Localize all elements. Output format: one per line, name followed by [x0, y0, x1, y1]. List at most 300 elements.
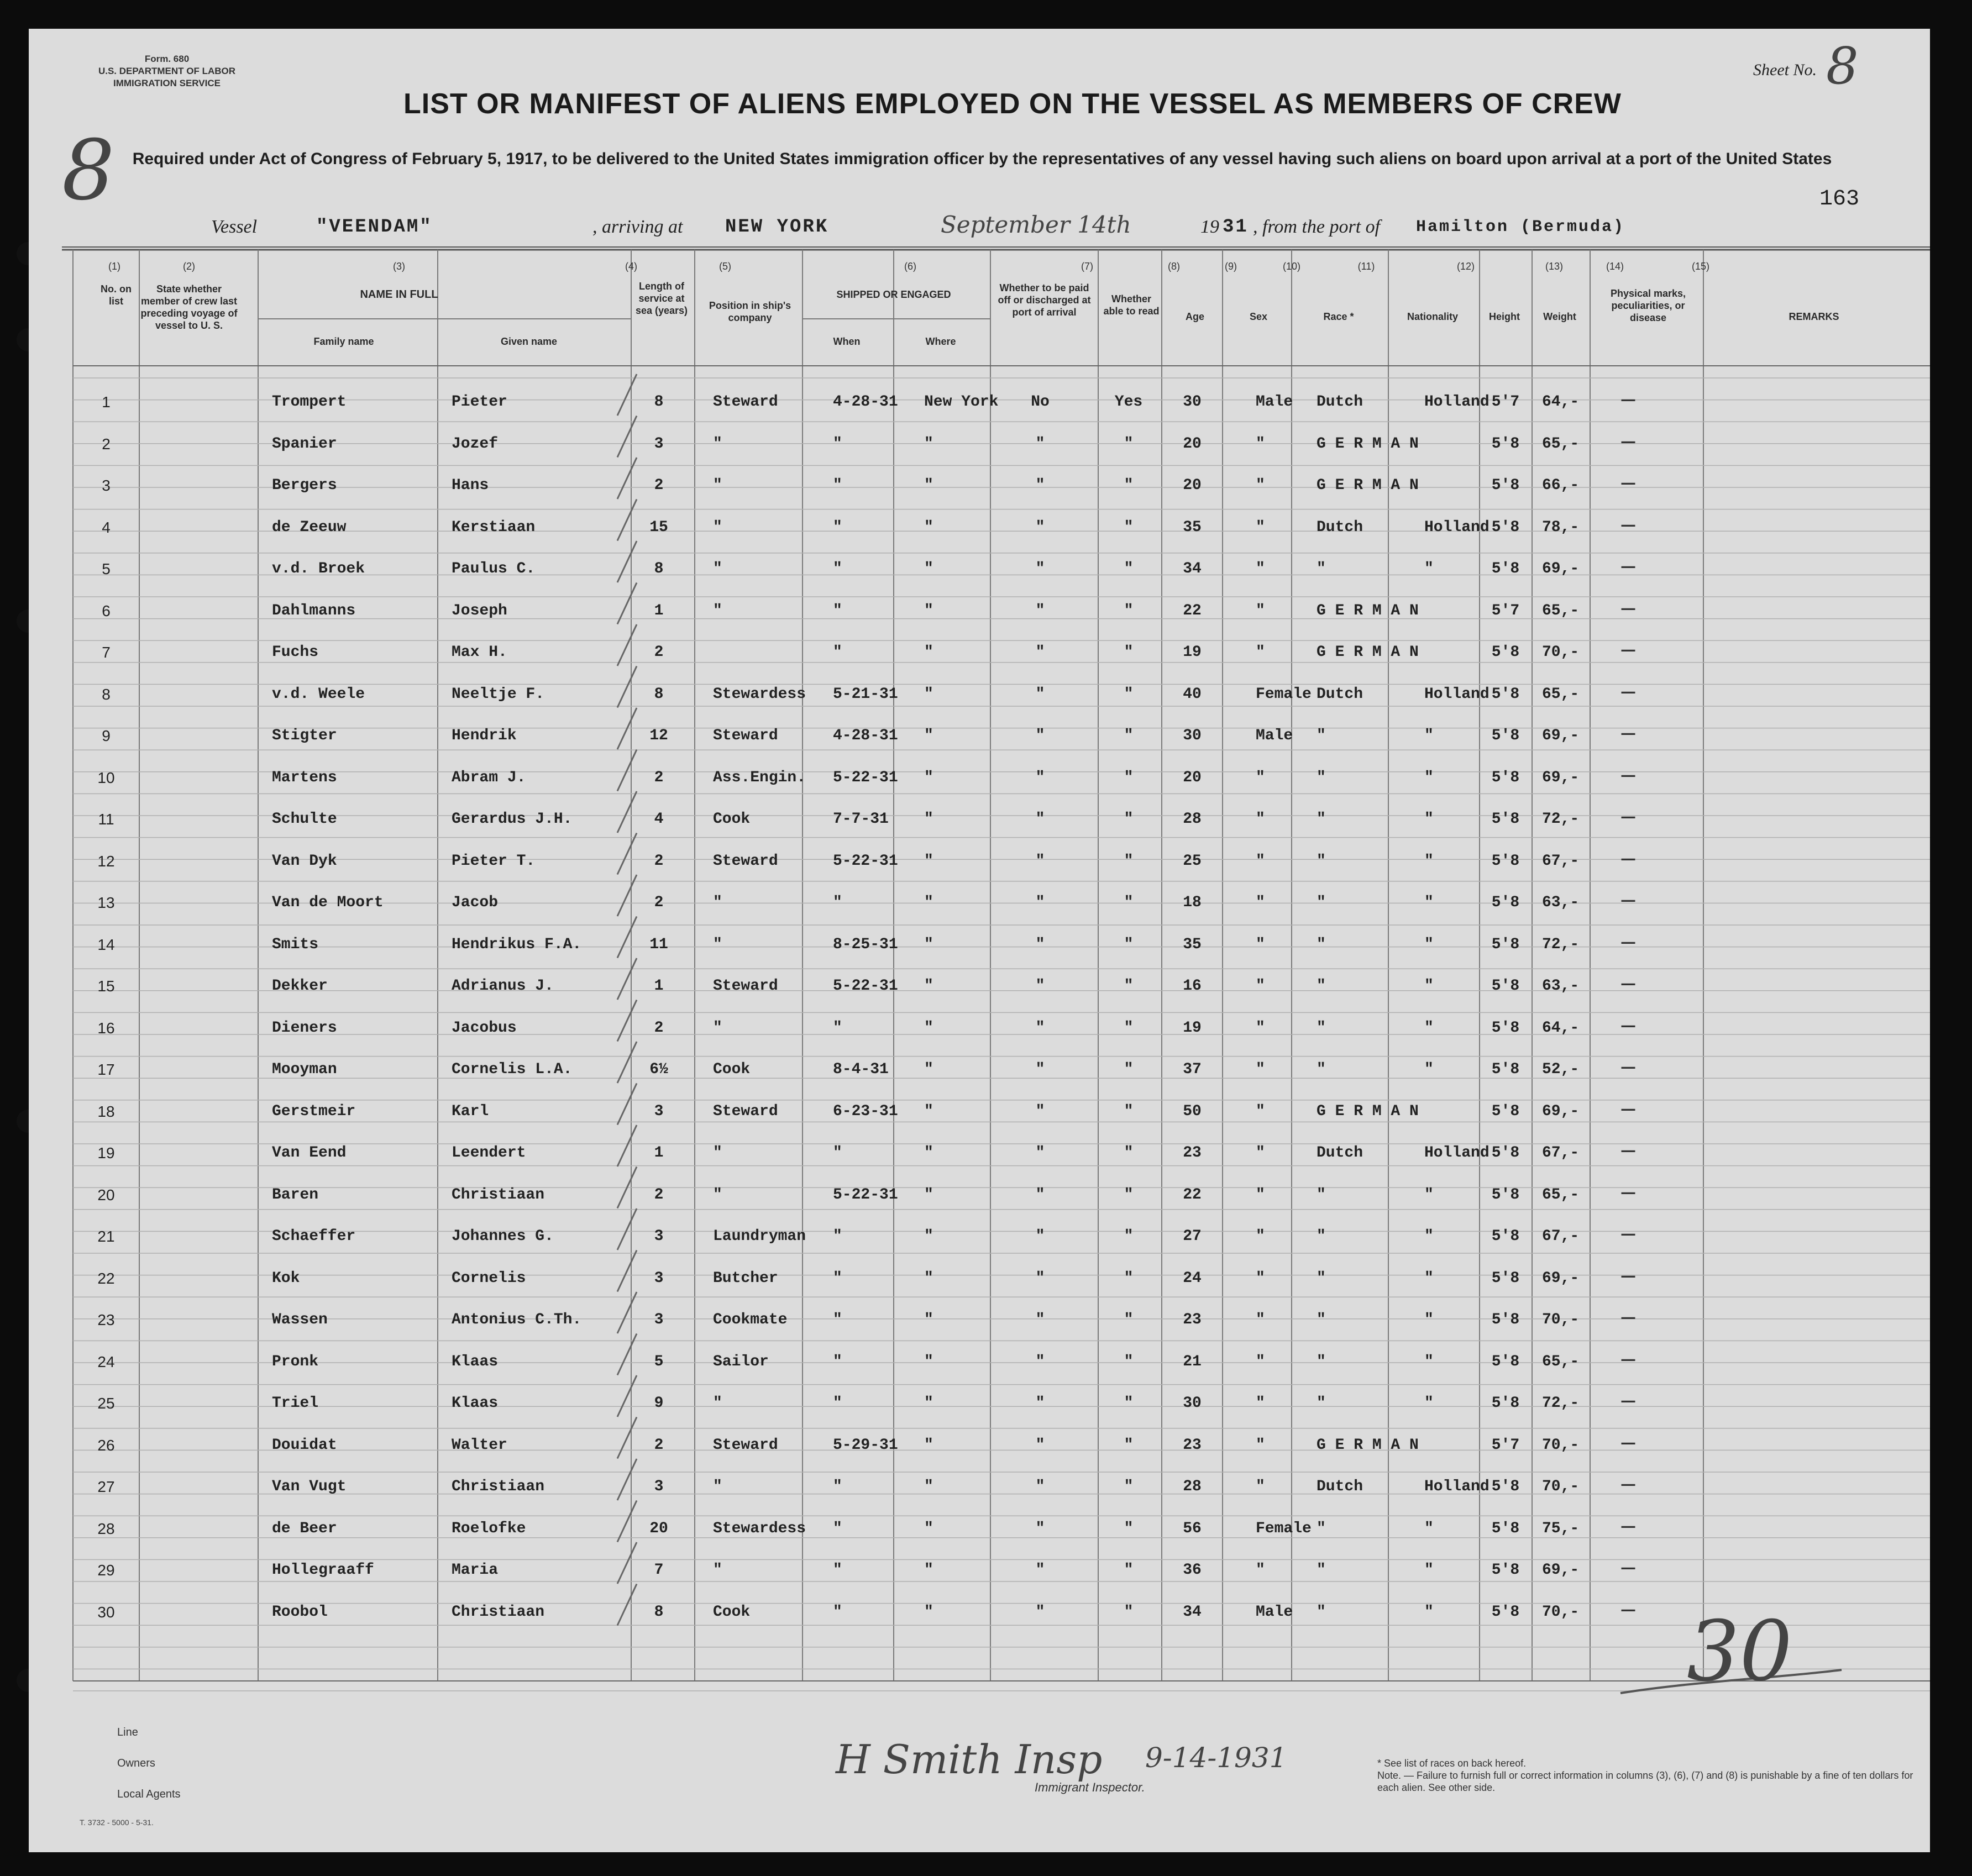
cell-physical-marks: —	[1620, 891, 1636, 909]
line-label: Line	[117, 1726, 138, 1738]
header-position: Position in ship's company	[709, 300, 791, 323]
check-mark-icon	[617, 833, 637, 875]
col-num: (5)	[719, 261, 731, 272]
cell-when: "	[833, 560, 842, 577]
cell-family: Roobol	[272, 1603, 328, 1621]
cell-physical-marks: —	[1620, 474, 1636, 492]
vessel-label: Vessel	[211, 217, 258, 237]
cell-read: "	[1124, 1478, 1134, 1495]
cell-service: 3	[654, 1478, 664, 1495]
note-star: * See list of races on back hereof.	[1377, 1758, 1527, 1769]
cell-sex: Male	[1256, 393, 1293, 411]
sheet-label: Sheet No.	[1753, 61, 1817, 79]
year-prefix: 19	[1200, 217, 1219, 237]
header-nationality: Nationality	[1407, 311, 1458, 322]
cell-position: "	[713, 1186, 722, 1204]
cell-weight: 65,-	[1542, 685, 1580, 703]
cell-nationality: "	[1424, 727, 1434, 744]
cell-given: Pieter T.	[452, 852, 536, 870]
cell-age: 25	[1183, 852, 1202, 870]
cell-service: 2	[654, 477, 664, 494]
row-number: 24	[97, 1353, 115, 1370]
cell-given: Walter	[452, 1436, 507, 1454]
cell-read: "	[1124, 1311, 1134, 1328]
row-number: 11	[98, 811, 114, 828]
cell-read: "	[1124, 518, 1134, 536]
cell-nationality: Holland	[1424, 393, 1490, 411]
cell-paid-off: "	[1035, 602, 1045, 619]
cell-weight: 70,-	[1542, 1478, 1580, 1495]
cell-weight: 75,-	[1542, 1520, 1580, 1537]
cell-service: 2	[654, 644, 664, 661]
cell-nationality: "	[1424, 1019, 1434, 1037]
check-mark-icon	[617, 1501, 637, 1542]
cell-physical-marks: —	[1620, 1558, 1636, 1577]
header-where: Where	[925, 336, 956, 347]
cell-paid-off: "	[1035, 1436, 1045, 1454]
cell-position: Cook	[713, 811, 751, 828]
cell-weight: 67,-	[1542, 1144, 1580, 1162]
cell-physical-marks: —	[1620, 1058, 1636, 1076]
row-number: 26	[97, 1436, 115, 1454]
cell-read: "	[1124, 1144, 1134, 1162]
service-name: IMMIGRATION SERVICE	[113, 78, 221, 88]
cell-age: 28	[1183, 1478, 1202, 1495]
cell-height: 5'8	[1491, 1311, 1520, 1328]
cell-read: "	[1124, 727, 1134, 744]
cell-given: Christiaan	[452, 1186, 545, 1204]
check-mark-icon	[617, 666, 637, 708]
cell-service: 9	[654, 1395, 664, 1412]
check-mark-icon	[617, 708, 637, 749]
cell-physical-marks: —	[1620, 807, 1636, 826]
cell-when: 4-28-31	[833, 393, 898, 411]
cell-sex: "	[1256, 1562, 1265, 1579]
cell-height: 5'8	[1491, 644, 1520, 661]
cell-age: 30	[1183, 393, 1202, 411]
cell-age: 23	[1183, 1144, 1202, 1162]
cell-where: "	[924, 1436, 933, 1454]
cell-service: 1	[654, 978, 664, 995]
cell-physical-marks: —	[1620, 932, 1636, 951]
page-subtitle: Required under Act of Congress of February 5, 1917, to be delivered to the United States immigration officer by the representatives of any vessel having such aliens on board upon arrival at a port of the United States	[132, 150, 1832, 168]
header-weight: Weight	[1543, 311, 1576, 322]
cell-where: "	[924, 894, 933, 911]
cell-age: 40	[1183, 685, 1202, 703]
cell-where: "	[924, 1102, 933, 1120]
cell-position: Stewardess	[713, 1520, 806, 1537]
cell-age: 16	[1183, 978, 1202, 995]
cell-race: "	[1317, 560, 1326, 577]
cell-where: "	[924, 1144, 933, 1162]
cell-physical-marks: —	[1620, 1391, 1636, 1410]
cell-nationality: "	[1424, 1353, 1434, 1370]
col-num: (8)	[1168, 261, 1180, 272]
cell-where: "	[924, 1269, 933, 1287]
cell-service: 8	[654, 393, 664, 411]
cell-given: Leendert	[452, 1144, 526, 1162]
cell-family: Dieners	[272, 1019, 337, 1037]
cell-where: "	[924, 518, 933, 536]
cell-height: 5'8	[1491, 1102, 1520, 1120]
cell-where: New York	[924, 393, 999, 411]
cell-sex: "	[1256, 1436, 1265, 1454]
cell-where: "	[924, 685, 933, 703]
cell-height: 5'8	[1491, 1603, 1520, 1621]
cell-given: Neeltje F.	[452, 685, 545, 703]
cell-when: "	[833, 1311, 842, 1328]
cell-read: "	[1124, 978, 1134, 995]
cell-height: 5'8	[1491, 1061, 1520, 1078]
cell-where: "	[924, 435, 933, 453]
cell-weight: 52,-	[1542, 1061, 1580, 1078]
cell-sex: "	[1256, 1311, 1265, 1328]
cell-weight: 64,-	[1542, 393, 1580, 411]
cell-when: 6-23-31	[833, 1102, 898, 1120]
cell-sex: Male	[1256, 1603, 1293, 1621]
cell-position: "	[713, 518, 722, 536]
cell-sex: "	[1256, 560, 1265, 577]
cell-when: 8-4-31	[833, 1061, 889, 1078]
cell-given: Cornelis L.A.	[452, 1061, 573, 1078]
cell-physical-marks: —	[1620, 598, 1636, 617]
cell-paid-off: "	[1035, 769, 1045, 786]
cell-nationality: "	[1424, 1311, 1434, 1328]
cell-service: 8	[654, 560, 664, 577]
cell-nationality: "	[1424, 560, 1434, 577]
cell-physical-marks: —	[1620, 1141, 1636, 1159]
cell-nationality: "	[1424, 769, 1434, 786]
cell-paid-off: "	[1035, 936, 1045, 953]
cell-race: G E R M A N	[1317, 477, 1419, 494]
cell-race: "	[1317, 1353, 1326, 1370]
cell-nationality: Holland	[1424, 518, 1490, 536]
check-mark-icon	[617, 1042, 637, 1083]
cell-paid-off: "	[1035, 518, 1045, 536]
cell-nationality: "	[1424, 852, 1434, 870]
row-number: 10	[97, 769, 115, 786]
from-port: Hamilton (Bermuda)	[1416, 218, 1625, 237]
cell-height: 5'8	[1491, 769, 1520, 786]
cell-age: 22	[1183, 1186, 1202, 1204]
cell-service: 6½	[649, 1061, 668, 1078]
cell-where: "	[924, 811, 933, 828]
cell-family: Van Eend	[272, 1144, 347, 1162]
cell-sex: "	[1256, 936, 1265, 953]
cell-given: Max H.	[452, 644, 507, 661]
cell-paid-off: "	[1035, 1478, 1045, 1495]
cell-where: "	[924, 727, 933, 744]
cell-when: "	[833, 894, 842, 911]
cell-position: Sailor	[713, 1353, 769, 1370]
cell-sex: "	[1256, 1186, 1265, 1204]
cell-paid-off: "	[1035, 1562, 1045, 1579]
page-title: LIST OR MANIFEST OF ALIENS EMPLOYED ON THE VESSEL AS MEMBERS OF CREW	[403, 88, 1622, 120]
check-mark-icon	[617, 791, 637, 833]
cell-family: Wassen	[272, 1311, 328, 1328]
cell-given: Jacobus	[452, 1019, 517, 1037]
cell-read: "	[1124, 1186, 1134, 1204]
cell-sex: "	[1256, 518, 1265, 536]
cell-paid-off: "	[1035, 1019, 1045, 1037]
cell-given: Jacob	[452, 894, 499, 911]
cell-read: "	[1124, 1269, 1134, 1287]
cell-when: 7-7-31	[833, 811, 889, 828]
cell-age: 34	[1183, 1603, 1202, 1621]
cell-service: 2	[654, 1019, 664, 1037]
cell-weight: 70,-	[1542, 644, 1580, 661]
check-mark-icon	[617, 1459, 637, 1500]
cell-height: 5'8	[1491, 1186, 1520, 1204]
cell-height: 5'8	[1491, 978, 1520, 995]
header-age: Age	[1185, 311, 1204, 322]
cell-where: "	[924, 1478, 933, 1495]
cell-age: 30	[1183, 1395, 1202, 1412]
check-mark-icon	[617, 1250, 637, 1292]
cell-race: G E R M A N	[1317, 1436, 1419, 1454]
cell-physical-marks: —	[1620, 515, 1636, 534]
col-num: (11)	[1357, 261, 1375, 272]
row-number: 4	[102, 518, 111, 536]
header-given-name: Given name	[500, 336, 558, 347]
cell-physical-marks: —	[1620, 640, 1636, 659]
cell-service: 1	[654, 1144, 664, 1162]
cell-position: "	[713, 1562, 722, 1579]
col-num: (4)	[625, 261, 637, 272]
cell-service: 15	[649, 518, 668, 536]
header-no-on-list: No. on list	[101, 283, 132, 307]
cell-position: Cook	[713, 1603, 751, 1621]
manifest-page	[29, 29, 1930, 1852]
cell-given: Hans	[452, 477, 489, 494]
cell-height: 5'8	[1491, 1520, 1520, 1537]
cell-race: Dutch	[1317, 1478, 1363, 1495]
cell-paid-off: "	[1035, 1102, 1045, 1120]
cell-family: Gerstmeir	[272, 1102, 356, 1120]
cell-where: "	[924, 1395, 933, 1412]
cell-physical-marks: —	[1620, 724, 1636, 742]
cell-where: "	[924, 644, 933, 661]
cell-physical-marks: —	[1620, 432, 1636, 450]
row-number: 18	[97, 1102, 115, 1120]
cell-nationality: "	[1424, 811, 1434, 828]
cell-service: 1	[654, 602, 664, 619]
cell-position: "	[713, 477, 722, 494]
cell-sex: "	[1256, 769, 1265, 786]
note-text: Note. — Failure to furnish full or correct information in columns (3), (6), (7) and (8) is punishable by a fine of ten dollars for each alien. See other side.	[1377, 1770, 1913, 1793]
cell-sex: "	[1256, 1144, 1265, 1162]
cell-weight: 63,-	[1542, 894, 1580, 911]
cell-age: 23	[1183, 1436, 1202, 1454]
col-num: (13)	[1545, 261, 1563, 272]
cell-paid-off: "	[1035, 560, 1045, 577]
cell-age: 56	[1183, 1520, 1202, 1537]
header-paid-off: Whether to be paid off or discharged at port of arrival	[998, 282, 1091, 318]
total-count: 30	[1687, 1604, 1792, 1700]
cell-physical-marks: —	[1620, 1099, 1636, 1118]
check-mark-icon	[617, 958, 637, 1000]
cell-age: 35	[1183, 518, 1202, 536]
cell-read: "	[1124, 852, 1134, 870]
col-num: (12)	[1456, 261, 1475, 272]
cell-sex: "	[1256, 1102, 1265, 1120]
cell-sex: "	[1256, 1019, 1265, 1037]
cell-weight: 72,-	[1542, 936, 1580, 953]
check-mark-icon	[617, 1167, 637, 1208]
col-num: (7)	[1081, 261, 1093, 272]
page-number: 163	[1819, 187, 1860, 212]
cell-physical-marks: —	[1620, 1433, 1636, 1452]
cell-service: 3	[654, 1311, 664, 1328]
cell-age: 34	[1183, 560, 1202, 577]
cell-weight: 66,-	[1542, 477, 1580, 494]
check-mark-icon	[617, 583, 637, 624]
cell-when: 5-21-31	[833, 685, 898, 703]
check-mark-icon	[617, 1334, 637, 1375]
cell-family: Pronk	[272, 1353, 319, 1370]
cell-read: "	[1124, 560, 1134, 577]
cell-height: 5'8	[1491, 852, 1520, 870]
row-number: 13	[97, 894, 115, 911]
cell-position: "	[713, 894, 722, 911]
cell-physical-marks: —	[1620, 1516, 1636, 1535]
cell-service: 7	[654, 1562, 664, 1579]
row-number: 30	[97, 1603, 115, 1621]
cell-weight: 65,-	[1542, 1186, 1580, 1204]
cell-given: Pieter	[452, 393, 507, 411]
cell-age: 35	[1183, 936, 1202, 953]
cell-where: "	[924, 1562, 933, 1579]
cell-given: Hendrikus F.A.	[452, 936, 582, 953]
cell-paid-off: "	[1035, 1311, 1045, 1328]
cell-service: 2	[654, 852, 664, 870]
row-number: 14	[97, 936, 115, 953]
cell-read: "	[1124, 435, 1134, 453]
cell-when: "	[833, 435, 842, 453]
cell-given: Maria	[452, 1562, 499, 1579]
cell-service: 20	[649, 1520, 668, 1537]
row-number: 15	[97, 978, 115, 995]
cell-position: Stewardess	[713, 685, 806, 703]
cell-where: "	[924, 1186, 933, 1204]
check-mark-icon	[617, 750, 637, 791]
cell-service: 3	[654, 435, 664, 453]
cell-read: "	[1124, 1353, 1134, 1370]
cell-position: Cookmate	[713, 1311, 788, 1328]
cell-physical-marks: —	[1620, 1308, 1636, 1326]
row-number: 21	[97, 1228, 115, 1245]
cell-physical-marks: —	[1620, 1225, 1636, 1243]
cell-position: Steward	[713, 1102, 778, 1120]
cell-when: "	[833, 602, 842, 619]
cell-physical-marks: —	[1620, 1183, 1636, 1201]
cell-age: 19	[1183, 644, 1202, 661]
cell-weight: 65,-	[1542, 602, 1580, 619]
header-when: When	[833, 336, 861, 347]
cell-nationality: "	[1424, 894, 1434, 911]
cell-height: 5'7	[1491, 1436, 1520, 1454]
col-num: (6)	[904, 261, 916, 272]
check-mark-icon	[617, 1125, 637, 1166]
row-number: 28	[97, 1520, 115, 1537]
check-mark-icon	[617, 1208, 637, 1250]
cell-read: "	[1124, 1102, 1134, 1120]
cell-family: Dekker	[272, 978, 328, 995]
row-number: 7	[102, 644, 111, 661]
cell-race: "	[1317, 1395, 1326, 1412]
cell-given: Karl	[452, 1102, 489, 1120]
cell-age: 27	[1183, 1228, 1202, 1245]
cell-weight: 72,-	[1542, 811, 1580, 828]
cell-service: 3	[654, 1102, 664, 1120]
col-num: (9)	[1225, 261, 1237, 272]
cell-family: Bergers	[272, 477, 337, 494]
cell-race: "	[1317, 1520, 1326, 1537]
cell-race: "	[1317, 1562, 1326, 1579]
cell-height: 5'8	[1491, 1228, 1520, 1245]
cell-age: 20	[1183, 435, 1202, 453]
cell-paid-off: No	[1031, 393, 1050, 411]
cell-sex: Female	[1256, 685, 1312, 703]
cell-height: 5'8	[1491, 894, 1520, 911]
cell-when: "	[833, 1353, 842, 1370]
cell-service: 11	[649, 936, 668, 953]
cell-paid-off: "	[1035, 1353, 1045, 1370]
cell-when: "	[833, 1478, 842, 1495]
cell-where: "	[924, 1311, 933, 1328]
check-mark-icon	[617, 917, 637, 958]
footer-notes	[1377, 1757, 1930, 1794]
col-num: (14)	[1606, 261, 1624, 272]
cell-family: Schaeffer	[272, 1228, 356, 1245]
cell-when: "	[833, 1144, 842, 1162]
cell-sex: "	[1256, 477, 1265, 494]
col-num: (10)	[1282, 261, 1300, 272]
cell-height: 5'8	[1491, 1395, 1520, 1412]
cell-weight: 69,-	[1542, 560, 1580, 577]
cell-given: Klaas	[452, 1353, 499, 1370]
cell-when: "	[833, 477, 842, 494]
cell-height: 5'8	[1491, 477, 1520, 494]
cell-given: Joseph	[452, 602, 507, 619]
row-number: 25	[97, 1395, 115, 1412]
cell-when: 5-22-31	[833, 1186, 898, 1204]
cell-race: Dutch	[1317, 685, 1363, 703]
cell-physical-marks: —	[1620, 1266, 1636, 1285]
cell-given: Kerstiaan	[452, 518, 536, 536]
cell-age: 22	[1183, 602, 1202, 619]
cell-where: "	[924, 978, 933, 995]
cell-position: Steward	[713, 727, 778, 744]
row-number: 6	[102, 602, 111, 619]
cell-read: "	[1124, 685, 1134, 703]
cell-nationality: "	[1424, 936, 1434, 953]
row-number: 16	[97, 1019, 115, 1037]
cell-race: "	[1317, 894, 1326, 911]
cell-height: 5'8	[1491, 1562, 1520, 1579]
cell-nationality: "	[1424, 1395, 1434, 1412]
cell-when: "	[833, 644, 842, 661]
cell-family: Van de Moort	[272, 894, 384, 911]
row-number: 27	[97, 1478, 115, 1495]
row-number: 2	[102, 435, 111, 453]
inspector-label: Immigrant Inspector.	[1035, 1780, 1145, 1794]
cell-given: Hendrik	[452, 727, 517, 744]
cell-age: 21	[1183, 1353, 1202, 1370]
cell-position: "	[713, 1019, 722, 1037]
cell-weight: 70,-	[1542, 1311, 1580, 1328]
cell-when: 5-29-31	[833, 1436, 898, 1454]
